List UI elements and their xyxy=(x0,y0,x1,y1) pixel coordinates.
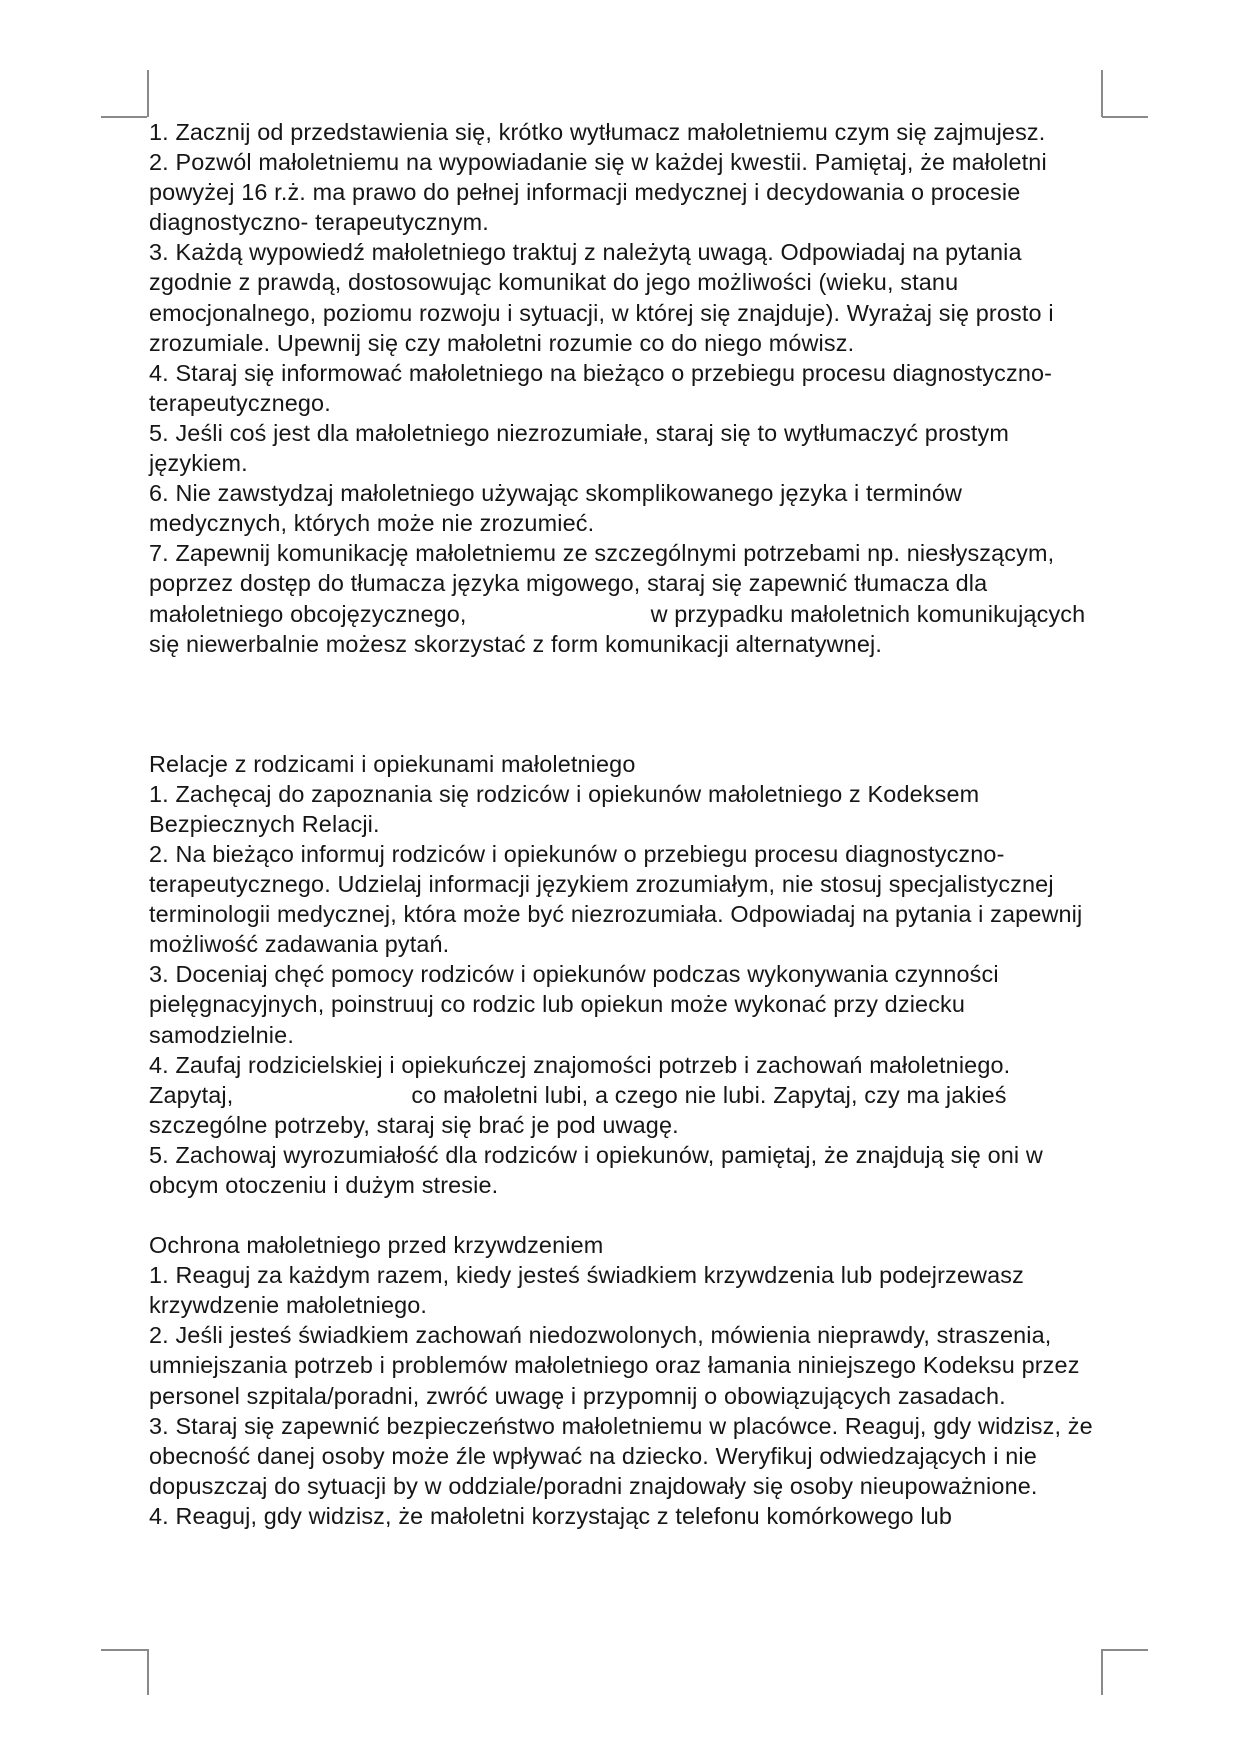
list-item: 2. Jeśli jesteś świadkiem zachowań niedozwolonych, mówienia nieprawdy, straszenia, umniejszania potrzeb i problemów małoletniego oraz łamania niniejszego Kodeksu przez personel szpitala/poradni, zwróć uwagę i przypomnij o obowiązujących zasadach. xyxy=(149,1322,1080,1409)
list-item: 2. Pozwól małoletniemu na wypowiadanie się w każdej kwestii. Pamiętaj, że małoletni powyżej 16 r.ż. ma prawo do pełnej informacji medycznej i decydowania o procesie diagnostyczno- terapeutycznym. xyxy=(149,149,1047,236)
list-item-text: 4. Zaufaj rodzicielskiej i opiekuńczej znajomości potrzeb i zachowań małoletniego. Zapytaj, xyxy=(149,1051,1011,1108)
crop-mark-bottom-right xyxy=(1102,1649,1148,1651)
document-body xyxy=(149,117,1099,1531)
spacer xyxy=(149,1200,1099,1230)
section-heading: Relacje z rodzicami i opiekunami małoletniego xyxy=(149,750,636,777)
list-item: 3. Każdą wypowiedź małoletniego traktuj z należytą uwagą. Odpowiadaj na pytania zgodnie z prawdą, dostosowując komunikat do jego możliwości (wieku, stanu emocjonalnego, poziomu rozwoju i sytuacji, w której się znajduje). Wyrażaj się prosto i zrozumiale. Upewnij się czy małoletni rozumie co do niego mówisz. xyxy=(149,239,1054,356)
crop-mark-top-left xyxy=(101,116,147,118)
list-item: 4. Staraj się informować małoletniego na bieżąco o przebiegu procesu diagnostyczno- terapeutycznego. xyxy=(149,359,1053,416)
section-heading: Ochrona małoletniego przed krzywdzeniem xyxy=(149,1232,604,1259)
crop-mark-top-right xyxy=(1102,116,1148,118)
list-item: 2. Na bieżąco informuj rodziców i opiekunów o przebiegu procesu diagnostyczno- terapeutycznego. Udzielaj informacji językiem zrozumiałym, nie stosuj specjalistycznej terminologii medycznej, która może być niezrozumiała. Odpowiadaj na pytania i zapewnij możliwość zadawania pytań. xyxy=(149,840,1083,958)
list-item xyxy=(149,538,1099,658)
list-item: 1. Reaguj za każdym razem, kiedy jesteś świadkiem krzywdzenia lub podejrzewasz krzywdzenie małoletniego. xyxy=(149,1262,1024,1319)
section-parents xyxy=(149,749,1099,1200)
crop-mark-bottom-left xyxy=(101,1649,147,1651)
section-protection xyxy=(149,1230,1099,1531)
crop-mark-bottom-right xyxy=(1101,1649,1103,1695)
list-item-text: 7. Zapewnij komunikację małoletniemu ze szczególnymi potrzebami np. niesłyszącym, poprzez dostęp do tłumacza języka migowego, staraj się zapewnić tłumacza dla małoletniego obcojęzycznego, xyxy=(149,540,1055,627)
list-item: 4. Reaguj, gdy widzisz, że małoletni korzystając z telefonu komórkowego lub xyxy=(149,1502,953,1529)
crop-mark-top-left xyxy=(147,70,149,117)
list-item: 1. Zacznij od przedstawienia się, krótko wytłumacz małoletniemu czym się zajmujesz. xyxy=(149,119,1046,145)
list-item: 5. Zachowaj wyrozumiałość dla rodziców i opiekunów, pamiętaj, że znajdują się oni w obcym otoczeniu i dużym stresie. xyxy=(149,1141,1043,1198)
list-item-text: co małoletni lubi, a czego nie lubi. Zapytaj, czy ma jakieś szczególne potrzeby, staraj się brać je pod uwagę. xyxy=(149,1081,1007,1138)
list-item: 6. Nie zawstydzaj małoletniego używając skomplikowanego języka i terminów medycznych, których może nie zrozumieć. xyxy=(149,480,963,537)
spacer xyxy=(149,659,1099,749)
list-item: 1. Zachęcaj do zapoznania się rodziców i opiekunów małoletniego z Kodeksem Bezpiecznych Relacji. xyxy=(149,780,980,837)
list-item xyxy=(149,1050,1099,1140)
list-item: 3. Doceniaj chęć pomocy rodziców i opiekunów podczas wykonywania czynności pielęgnacyjnych, poinstruuj co rodzic lub opiekun może wykonać przy dziecku samodzielnie. xyxy=(149,961,999,1048)
list-item: 3. Staraj się zapewnić bezpieczeństwo małoletniemu w placówce. Reaguj, gdy widzisz, że obecność danej osoby może źle wpływać na dziecko. Weryfikuj odwiedzających i nie dopuszczaj do sytuacji by w oddziale/poradni znajdowały się osoby nieupoważnione. xyxy=(149,1412,1093,1499)
list-item: 5. Jeśli coś jest dla małoletniego niezrozumiałe, staraj się to wytłumaczyć prostym językiem. xyxy=(149,419,1010,477)
section-communication xyxy=(149,117,1099,659)
crop-mark-bottom-left xyxy=(147,1649,149,1695)
crop-mark-top-right xyxy=(1101,70,1103,117)
list-item-text: w przypadku małoletnich komunikujących się niewerbalnie możesz skorzystać z form komunikacji alternatywnej. xyxy=(149,600,1086,657)
